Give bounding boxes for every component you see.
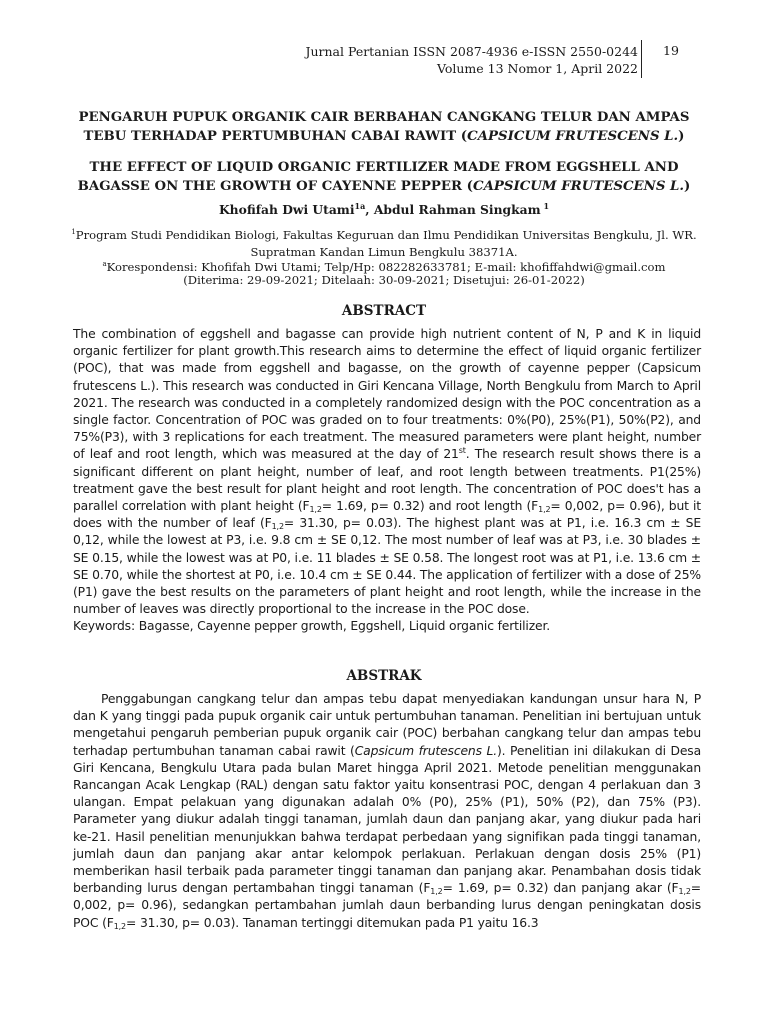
abstrak-sub-2: 1,2	[678, 887, 691, 897]
keywords: Keywords: Bagasse, Cayenne pepper growth, Eggshell, Liquid organic fertilizer.	[73, 619, 551, 634]
abstrak-text-1: Penggabungan cangkang telur dan ampas tebu dapat menyediakan kandungan unsur hara N, P dan K yang tinggi pada pupuk organik cair untuk pertumbuhan tanaman. Penelitian ini bertujuan untuk mengetahui pengaruh pemberian pupuk organik cair (POC) berbahan cangkang telur dan ampas tebu terhadap pertumbuhan tanaman cabai rawit (	[73, 692, 701, 758]
abstract-body	[73, 326, 701, 636]
title-en-close: )	[684, 179, 691, 194]
abstract-sub-3: 1,2	[271, 522, 284, 532]
author-separator: ,	[365, 202, 374, 218]
abstract-text-4: = 0,002, p= 0.96), but it does with the number of leaf (F	[73, 499, 701, 531]
journal-header	[305, 43, 638, 77]
abstract-sup: st	[458, 446, 466, 456]
title-indonesian	[60, 108, 708, 146]
author-list	[60, 201, 708, 217]
abstrak-body	[73, 691, 701, 932]
abstrak-sub-3: 1,2	[113, 921, 126, 931]
header-divider	[641, 40, 642, 78]
abstract-text-1: The combination of eggshell and bagasse can provide high nutrient content of N, P and K in liquid organic fertilizer for plant growth.This research aims to determine the effect of liquid organic fertilizer (POC), that was made from eggshell and bagasse, on the growth of cayenne pepper (Capsicum frutescens L.). This research was conducted in Giri Kencana Village, North Bengkulu from March to April 2021. The research was conducted in a completely randomized design with the POC concentration as a single factor. Concentration of POC was graded on to four treatments: 0%(P0), 25%(P1), 50%(P2), and 75%(P3), with 3 replications for each treatment. The measured parameters were plant height, number of leaf and root length, which was measured at the day of 21	[73, 327, 701, 462]
abstract-heading: ABSTRACT	[341, 303, 427, 319]
journal-volume: Volume 13 Nomor 1, April 2022	[436, 61, 638, 76]
abstrak-heading: ABSTRAK	[346, 668, 422, 684]
abstract-text-2: . The research result shows there is a significant different on plant height, number of leaf, and root length between treatments. P1(25%) treatment gave the best result for plant height and root length. The concentration of POC does't has a parallel correlation with plant height (F	[73, 447, 701, 514]
journal-issn: Jurnal Pertanian ISSN 2087-4936 e-ISSN 2550-0244	[305, 44, 638, 59]
abstrak-sub-1: 1,2	[430, 887, 443, 897]
abstract-sub-2: 1,2	[538, 505, 551, 515]
affiliation-sup: 1	[71, 228, 76, 236]
abstract-paragraph	[73, 326, 701, 618]
title-id-species: CAPSICUM FRUTESCENS L.	[467, 129, 679, 144]
abstrak-species: Capsicum frutescens L.	[354, 743, 497, 758]
abstrak-text-4: = 0,002, p= 0.96), sedangkan pertambahan jumlah daun berbanding lurus dengan peningkatan dosis POC (F	[73, 881, 701, 930]
author-1: Khofifah Dwi Utami	[218, 202, 355, 218]
abstrak-text-3: = 1.69, p= 0.32) dan panjang akar (F	[442, 881, 679, 896]
abstrak-paragraph	[73, 691, 701, 932]
title-id-close: )	[678, 129, 685, 144]
article-dates: (Diterima: 29-09-2021; Ditelaah: 30-09-2021; Disetujui: 26-01-2022)	[183, 273, 585, 287]
abstrak-text-2: ). Penelitian ini dilakukan di Desa Giri Kencana, Bengkulu Utara pada bulan Maret hingga April 2021. Metode penelitian menggunakan Rancangan Acak Lengkap (RAL) dengan satu faktor yaitu konsentrasi POC, dengan 4 perlakuan dan 3 ulangan. Empat pelakuan yang digunakan adalah 0% (P0), 25% (P1), 50% (P2), dan 75% (P3). Parameter yang diukur adalah tinggi tanaman, jumlah daun dan panjang akar, yang diukur pada hari ke-21. Hasil penelitian menunjukkan bahwa terdapat perbedaan yang signifikan pada tinggi tanaman, jumlah daun dan panjang akar antar kelompok perlakuan. Perlakuan dengan dosis 25% (P1) memberikan hasil terbaik pada parameter tinggi tanaman dan panjang akar. Penambahan dosis tidak berbanding lurus dengan pertambahan tinggi tanaman (F	[73, 743, 701, 896]
abstract-text-3: = 1.69, p= 0.32) and root length (F	[321, 499, 539, 514]
correspondence-text: Korespondensi: Khofifah Dwi Utami; Telp/Hp: 082282633781; E-mail: khofiffahdwi@gmail.com	[106, 259, 666, 274]
abstrak-text-5: = 31.30, p= 0.03). Tanaman tertinggi ditemukan pada P1 yaitu 16.3	[126, 915, 539, 930]
title-en-species: CAPSICUM FRUTESCENS L.	[472, 179, 685, 194]
abstract-text-5: = 31.30, p= 0.03). The highest plant was at P1, i.e. 16.3 cm ± SE 0,12, while the lowest at P3, i.e. 9.8 cm ± SE 0,12. The most number of leaf was at P3, i.e. 30 blades ± SE 0.15, while the lowest was at P0, i.e. 11 blades ± SE 0.58. The longest root was at P1, i.e. 13.6 cm ± SE 0.70, while the shortest at P0, i.e. 10.4 cm ± SE 0.44. The application of fertilizer with a dose of 25% (P1) gave the best results on the parameters of plant height and root length, while the increase in the number of leaves was directly proportional to the increase in the POC dose.	[73, 516, 701, 617]
affiliation-text: Program Studi Pendidikan Biologi, Fakultas Keguruan dan Ilmu Pendidikan Universitas Bengkulu, Jl. WR. Supratman Kandan Limun Bengkulu 38371A.	[75, 227, 697, 259]
title-english	[60, 158, 708, 196]
page-number: 19	[663, 43, 679, 58]
author-2: Abdul Rahman Singkam	[373, 202, 541, 218]
author-2-sup: 1	[540, 201, 550, 211]
author-1-sup: 1a	[354, 201, 366, 211]
abstract-sub-1: 1,2	[309, 505, 322, 515]
title-en-text: THE EFFECT OF LIQUID ORGANIC FERTILIZER MADE FROM EGGSHELL AND BAGASSE ON THE GROWTH OF CAYENNE PEPPER (	[77, 160, 679, 194]
correspondence-sup: a	[102, 260, 107, 268]
title-id-text: PENGARUH PUPUK ORGANIK CAIR BERBAHAN CANGKANG TELUR DAN AMPAS TEBU TERHADAP PERTUMBUHAN CABAI RAWIT (	[78, 110, 690, 144]
